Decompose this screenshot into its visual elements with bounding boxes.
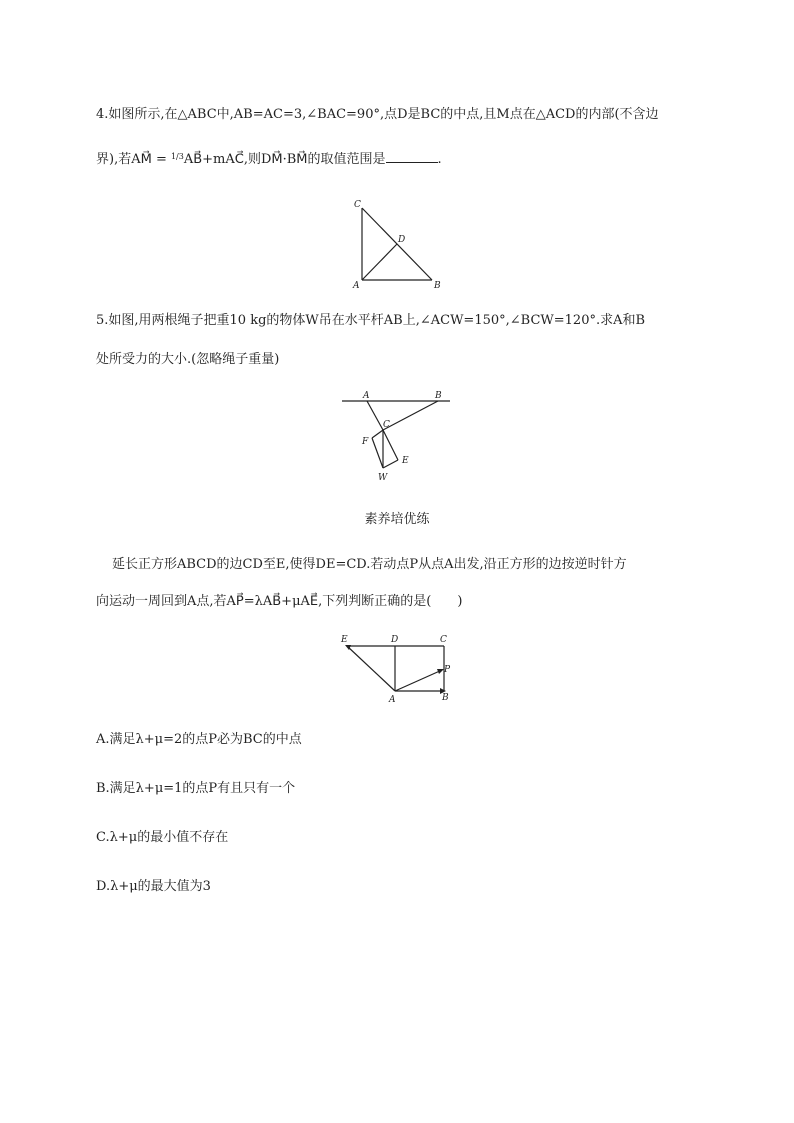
q5-label-f: F bbox=[362, 437, 369, 447]
q6-label-e: E bbox=[341, 635, 348, 645]
q4-label-c: C bbox=[354, 200, 361, 210]
q6-option-b[interactable]: B.满足λ+μ=1的点P有且只有一个 bbox=[96, 781, 296, 796]
q6-label-d: D bbox=[391, 635, 399, 645]
q4-text-line2-a: 界),若AM⃗ = bbox=[96, 152, 171, 167]
q4-label-d: D bbox=[398, 235, 406, 245]
q4-label-b: B bbox=[434, 281, 441, 291]
q4-triangle-figure bbox=[340, 192, 460, 292]
q6-option-a[interactable]: A.满足λ+μ=2的点P必为BC的中点 bbox=[96, 732, 302, 747]
q5-vector-cf bbox=[372, 430, 383, 438]
q4-answer-blank bbox=[386, 150, 438, 163]
q6-option-d[interactable]: D.λ+μ的最大值为3 bbox=[96, 879, 211, 894]
q6-text-line2: 向运动一周回到A点,若AP⃗=λAB⃗+μAE⃗,下列判断正确的是( ) bbox=[96, 594, 463, 609]
q5-vector-ce bbox=[383, 430, 398, 460]
q5-label-e: E bbox=[402, 456, 409, 466]
q5-label-w: W bbox=[378, 473, 388, 483]
q5-text-line1: 5.如图,用两根绳子把重10 kg的物体W吊在水平杆AB上,∠ACW=150°,∠BCW=120°.求A和B bbox=[96, 313, 646, 328]
q5-rope-figure bbox=[340, 388, 460, 488]
q6-label-b: B bbox=[442, 693, 449, 703]
q4-text-line2-b: AB⃗+mAC⃗,则DM⃗·BM⃗的取值范围是 bbox=[183, 152, 386, 167]
q5-text-line2: 处所受力的大小.(忽略绳子重量) bbox=[96, 352, 280, 367]
q5-vector-fw bbox=[372, 438, 383, 468]
q6-square-figure bbox=[340, 628, 460, 708]
q4-segment-ad bbox=[362, 244, 397, 280]
section-title: 素养培优练 bbox=[364, 512, 430, 527]
q6-text-line1: 延长正方形ABCD的边CD至E,使得DE=CD.若动点P从点A出发,沿正方形的边按逆时针方 bbox=[112, 557, 627, 572]
q6-segment-ae bbox=[347, 646, 395, 691]
q4-text-line1: 4.如图所示,在△ABC中,AB=AC=3,∠BAC=90°,点D是BC的中点,且M点在△ACD的内部(不含边 bbox=[96, 107, 659, 122]
q5-label-b: B bbox=[435, 391, 442, 401]
q6-label-c: C bbox=[440, 635, 447, 645]
q5-vector-we bbox=[383, 460, 398, 468]
q4-fraction: 1/3 bbox=[170, 152, 184, 161]
q6-segment-ap bbox=[395, 670, 442, 691]
q5-rope-bc bbox=[383, 401, 438, 430]
q4-text-line2 bbox=[96, 148, 706, 169]
q6-label-a: A bbox=[389, 695, 396, 705]
q5-label-a: A bbox=[363, 391, 370, 401]
q4-label-a: A bbox=[353, 281, 360, 291]
q4-text-line2-end: . bbox=[437, 152, 442, 167]
q6-option-c[interactable]: C.λ+μ的最小值不存在 bbox=[96, 830, 229, 845]
q5-rope-ac bbox=[367, 401, 383, 430]
q6-arrowhead-p bbox=[437, 669, 444, 674]
q6-label-p: P bbox=[444, 665, 451, 675]
q5-label-c: C bbox=[383, 420, 390, 430]
